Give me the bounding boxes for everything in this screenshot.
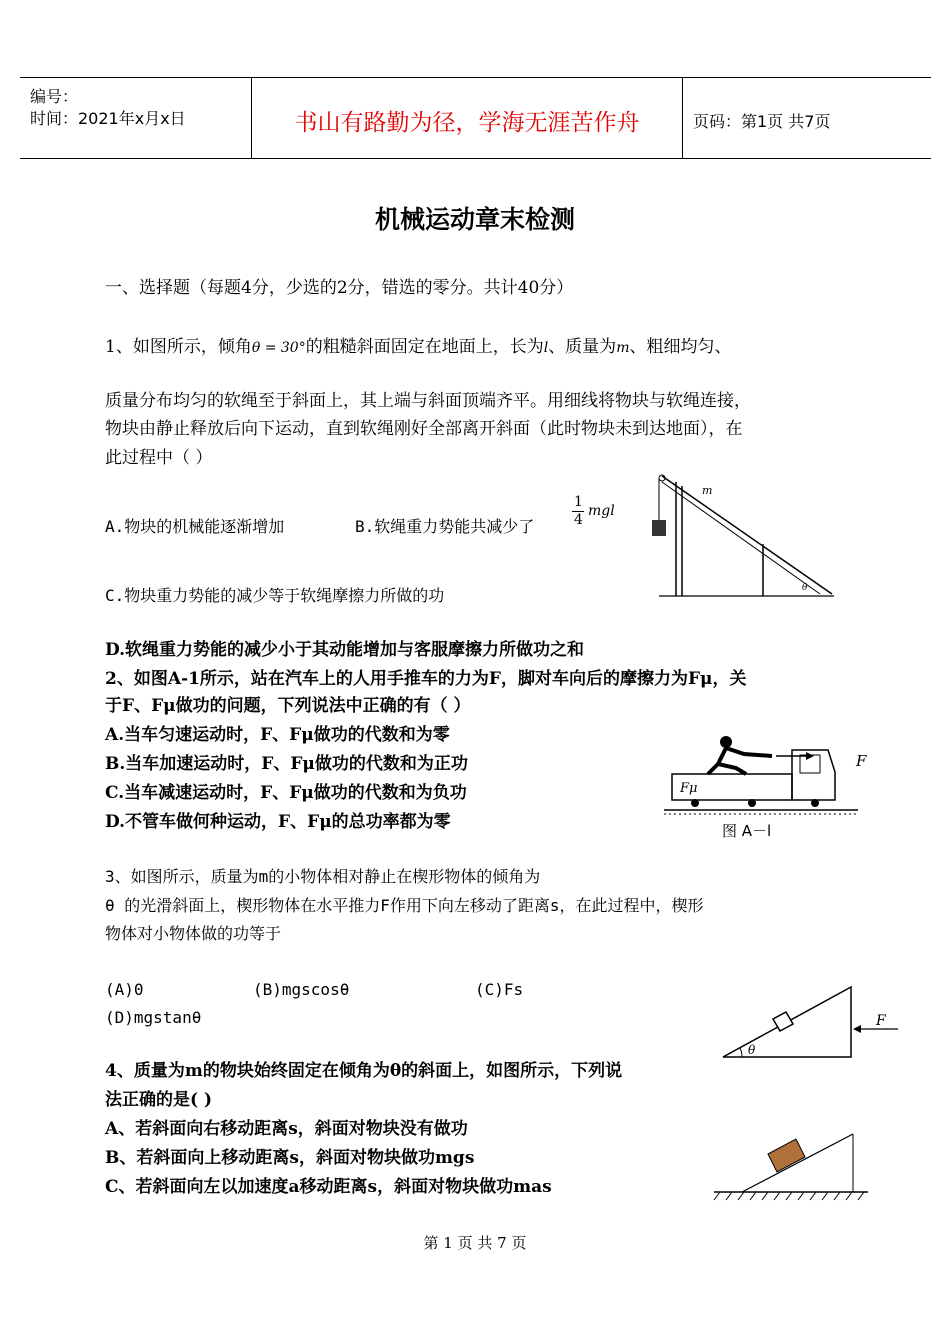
- hanging-block: [652, 520, 666, 536]
- figure-caption: 图 A－l: [722, 822, 772, 840]
- wheel-middle: [748, 799, 756, 807]
- q1-text-a: 1、如图所示，倾角: [105, 337, 252, 357]
- label-F: F: [876, 1013, 886, 1029]
- q1-line1: [105, 336, 731, 359]
- section-heading: 一、选择题（每题4分，少选的2分，错选的零分。共计40分）: [105, 278, 574, 298]
- q2-option-b: B.当车加速运动时，F、Fμ做功的代数和为正功: [105, 754, 468, 774]
- label-m: m: [702, 484, 713, 497]
- q2-line1: 2、如图A-1所示，站在汽车上的人用手推车的力为F，脚对车向后的摩擦力为Fμ，关: [105, 669, 747, 689]
- label-F: F: [856, 752, 867, 770]
- q1-fraction: [570, 494, 630, 534]
- motto: 书山有路勤为径，学海无涯苦作舟: [294, 110, 640, 136]
- truck-cab: [792, 750, 835, 800]
- q3-option-c: (C)Fs: [475, 980, 524, 999]
- label-Fmu: Fμ: [680, 781, 698, 796]
- mgl-term: mgl: [588, 503, 615, 519]
- q1-text-c: 、质量为: [548, 337, 617, 357]
- page-footer: 第 1 页 共 7 页: [423, 1234, 527, 1252]
- page-title: 机械运动章末检测: [374, 205, 575, 234]
- q3-line1: 3、如图所示，质量为m的小物体相对静止在楔形物体的倾角为: [105, 867, 541, 886]
- number-label: 编号：: [30, 87, 79, 106]
- q1-m-symbol: m: [616, 340, 630, 356]
- force-arrowhead: [806, 752, 814, 760]
- header-left-cell: [20, 78, 252, 158]
- q3-option-b: (B)mgscosθ: [253, 980, 350, 999]
- q1-option-b: B.软绳重力势能共减少了: [355, 517, 535, 536]
- q2-option-c: C.当车减速运动时，F、Fμ做功的代数和为负功: [105, 783, 467, 803]
- q1-option-a: A.物块的机械能逐渐增加: [105, 517, 285, 536]
- header-motto-cell: [252, 78, 683, 158]
- q1-incline-figure: [645, 472, 835, 602]
- q2-line2: 于F、Fμ做功的问题，下列说法中正确的有（ ）: [105, 696, 471, 716]
- q1-line4: 此过程中（ ）: [105, 448, 213, 468]
- q1-line2: 质量分布均匀的软绳至于斜面上，其上端与斜面顶端齐平。用细线将物块与软绳连接，: [105, 391, 751, 411]
- q4-incline-figure: [712, 1130, 872, 1210]
- q2-option-d: D.不管车做何种运动，F、Fμ的总功率都为零: [105, 812, 451, 832]
- q1-text-d: 、粗细均匀、: [629, 337, 732, 357]
- q3-wedge-figure: [718, 982, 908, 1062]
- q1-line3: 物块由静止释放后向下运动，直到软绳刚好全部离开斜面（此时物块未到达地面），在: [105, 419, 743, 439]
- wheel-rear: [691, 799, 699, 807]
- q1-option-c: C.物块重力势能的减少等于软绳摩擦力所做的功: [105, 586, 445, 605]
- q2-truck-figure: [660, 730, 870, 845]
- ground-hatching: [714, 1192, 864, 1200]
- q3-option-d: (D)mgstanθ: [105, 1008, 202, 1027]
- q4-option-c: C、若斜面向左以加速度a移动距离s，斜面对物块做功mas: [105, 1177, 552, 1197]
- page-label: 页码：第1页 共7页: [693, 112, 831, 131]
- q1-theta-expr: θ = 30°: [251, 340, 306, 356]
- q1-l-symbol: l: [543, 340, 549, 356]
- q2-option-a: A.当车匀速运动时，F、Fμ做功的代数和为零: [105, 725, 450, 745]
- push-arrowhead: [853, 1025, 861, 1033]
- q4-line1: 4、质量为m的物块始终固定在倾角为θ的斜面上，如图所示，下列说: [105, 1061, 623, 1081]
- q4-option-a: A、若斜面向右移动距离s，斜面对物块没有做功: [105, 1119, 468, 1139]
- q3-line2: θ 的光滑斜面上，楔形物体在水平推力F作用下向左移动了距离s，在此过程中，楔形: [105, 896, 704, 915]
- block: [768, 1139, 805, 1172]
- label-theta: θ: [748, 1043, 756, 1057]
- q4-line2: 法正确的是( ): [105, 1090, 213, 1110]
- q1-option-d: D.软绳重力势能的减少小于其动能增加与客服摩擦力所做功之和: [105, 640, 585, 660]
- fraction-numerator: 1: [574, 494, 583, 510]
- fraction-denominator: 4: [574, 512, 583, 528]
- q1-text-b: 的粗糙斜面固定在地面上，长为: [305, 337, 544, 357]
- header-table: [20, 77, 931, 159]
- incline-surface: [662, 476, 832, 594]
- wheel-front: [811, 799, 819, 807]
- q3-option-a: (A)0: [105, 980, 144, 999]
- label-theta: θ: [802, 583, 808, 593]
- time-label: 时间：2021年x月x日: [30, 109, 186, 128]
- q4-option-b: B、若斜面向上移动距离s，斜面对物块做功mgs: [105, 1148, 475, 1168]
- person-body: [708, 748, 772, 774]
- incline-underside: [662, 482, 820, 594]
- angle-arc: [740, 1048, 742, 1057]
- header-right-cell: [683, 78, 931, 158]
- person-head: [720, 736, 732, 748]
- q3-line3: 物体对小物体做的功等于: [105, 924, 282, 943]
